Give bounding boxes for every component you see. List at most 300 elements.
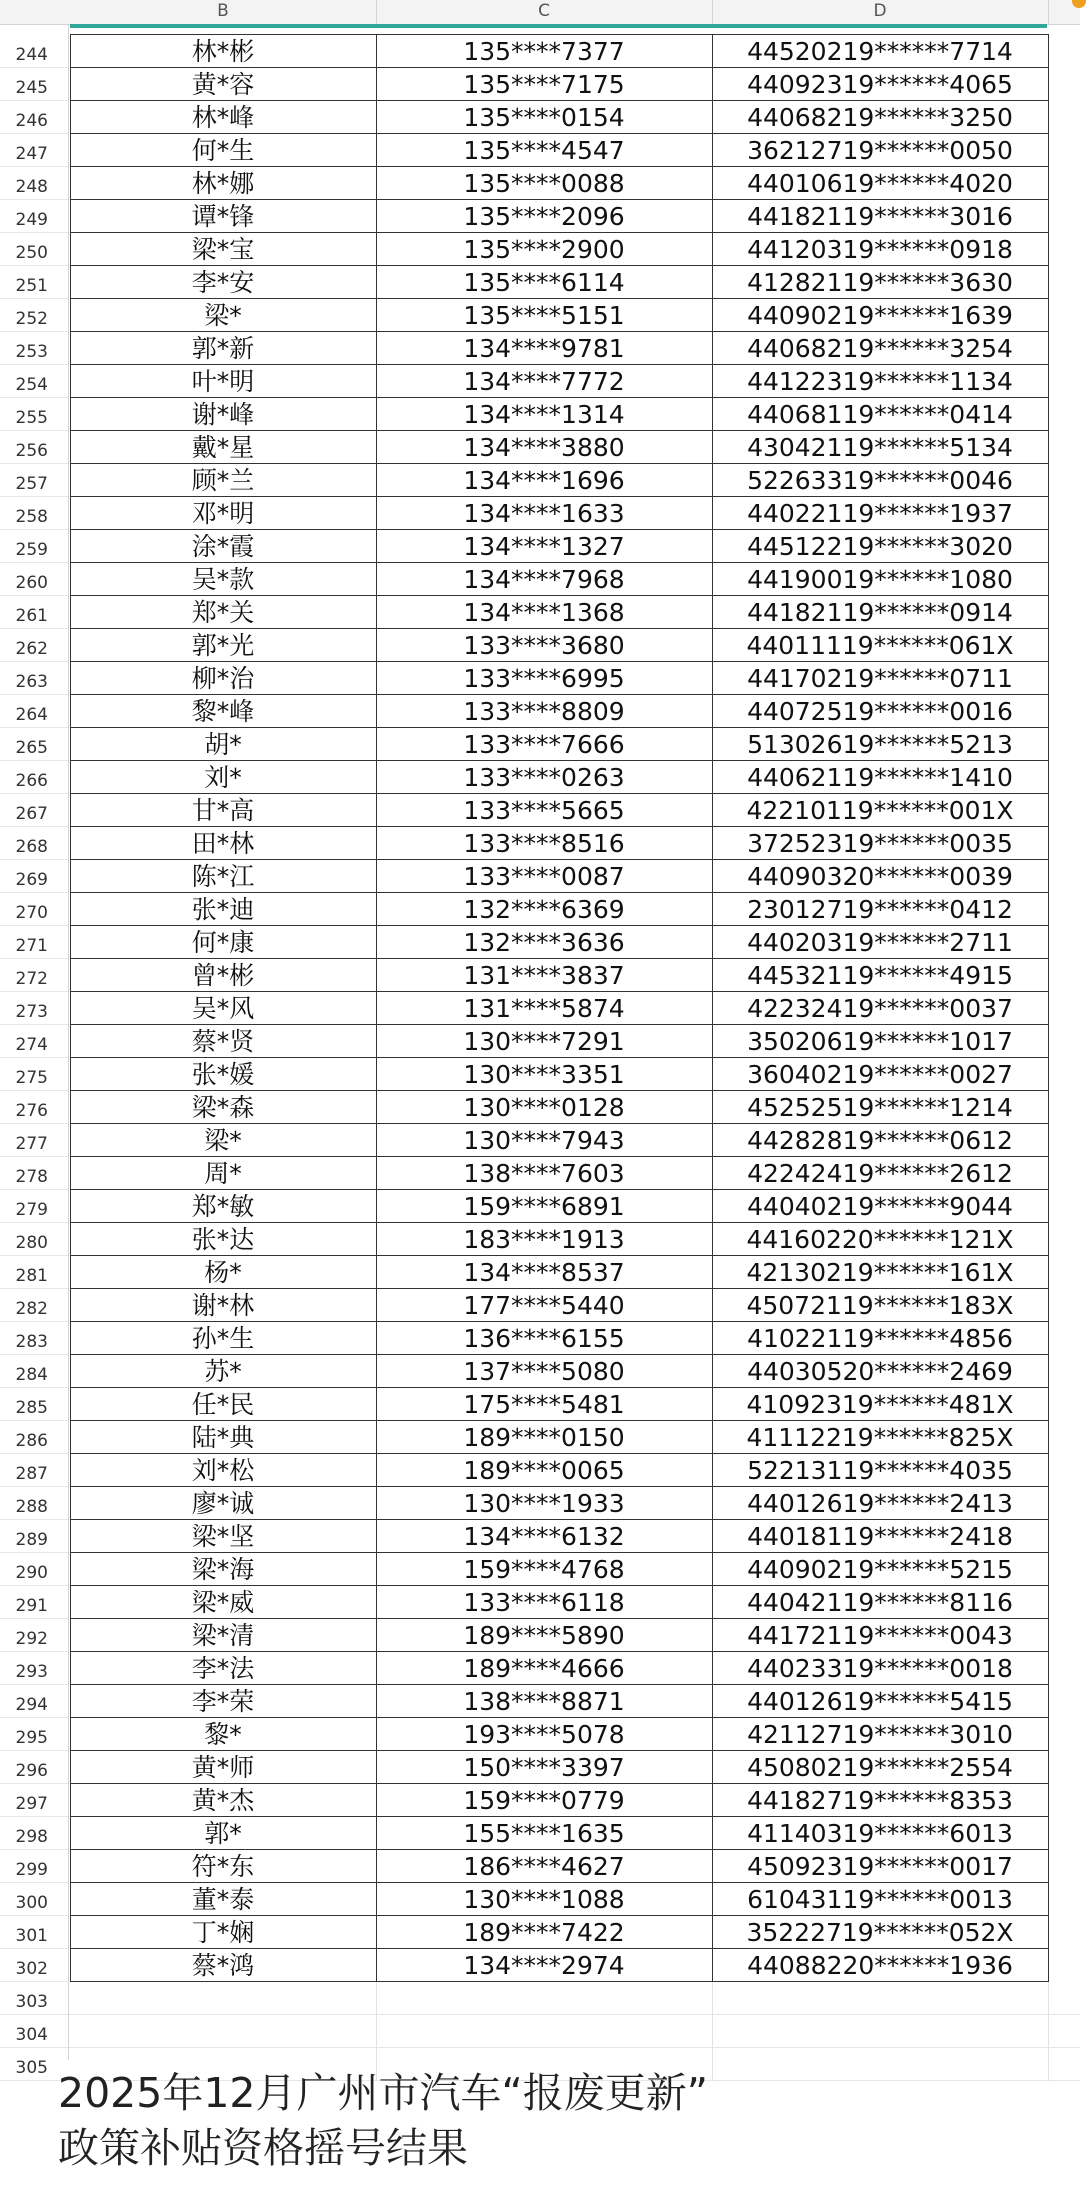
table-row[interactable] xyxy=(0,1916,1080,1949)
id-number-cell[interactable]: 23012719******0412 xyxy=(747,895,1013,924)
id-number-cell[interactable]: 44023319******0018 xyxy=(747,1654,1013,1683)
name-cell[interactable]: 叶*明 xyxy=(191,367,255,396)
phone-cell[interactable]: 137****5080 xyxy=(463,1357,625,1386)
phone-cell[interactable]: 159****4768 xyxy=(463,1555,625,1584)
name-cell[interactable]: 谢*峰 xyxy=(191,400,255,429)
column-header-d[interactable]: D xyxy=(873,1,887,21)
phone-cell[interactable]: 134****1696 xyxy=(463,466,625,495)
row-number[interactable]: 290 xyxy=(0,1553,68,1586)
row-number[interactable]: 264 xyxy=(0,695,68,728)
row-number[interactable]: 292 xyxy=(0,1619,68,1652)
column-header-c[interactable]: C xyxy=(538,1,550,21)
phone-cell[interactable]: 135****2096 xyxy=(463,202,625,231)
row-number[interactable]: 275 xyxy=(0,1058,68,1091)
phone-cell[interactable]: 189****0150 xyxy=(463,1423,625,1452)
row-number[interactable]: 266 xyxy=(0,761,68,794)
name-cell[interactable]: 何*生 xyxy=(191,136,255,165)
phone-cell[interactable]: 138****8871 xyxy=(463,1687,625,1716)
row-number[interactable]: 305 xyxy=(0,2048,68,2081)
id-number-cell[interactable]: 44160220******121X xyxy=(746,1225,1014,1254)
id-number-cell[interactable]: 43042119******5134 xyxy=(747,433,1013,462)
row-number[interactable]: 270 xyxy=(0,893,68,926)
phone-cell[interactable]: 134****6132 xyxy=(463,1522,625,1551)
id-number-cell[interactable]: 44090320******0039 xyxy=(747,862,1013,891)
row-number[interactable]: 252 xyxy=(0,299,68,332)
row-number[interactable]: 285 xyxy=(0,1388,68,1421)
table-row[interactable] xyxy=(0,1619,1080,1652)
phone-cell[interactable]: 133****5665 xyxy=(463,796,625,825)
phone-cell[interactable]: 134****2974 xyxy=(463,1951,625,1980)
table-row[interactable] xyxy=(0,629,1080,662)
name-cell[interactable]: 黄*师 xyxy=(191,1753,255,1782)
id-number-cell[interactable]: 44170219******0711 xyxy=(747,664,1013,693)
row-number[interactable]: 249 xyxy=(0,200,68,233)
name-cell[interactable]: 梁* xyxy=(204,1126,242,1155)
name-cell[interactable]: 刘*松 xyxy=(191,1456,255,1485)
name-cell[interactable]: 郭* xyxy=(204,1819,242,1848)
row-number[interactable]: 277 xyxy=(0,1124,68,1157)
name-cell[interactable]: 张*迪 xyxy=(191,895,255,924)
phone-cell[interactable]: 193****5078 xyxy=(463,1720,625,1749)
row-number[interactable]: 254 xyxy=(0,365,68,398)
phone-cell[interactable]: 189****0065 xyxy=(463,1456,625,1485)
phone-cell[interactable]: 130****1933 xyxy=(463,1489,625,1518)
table-row[interactable] xyxy=(0,1322,1080,1355)
id-number-cell[interactable]: 44172119******0043 xyxy=(747,1621,1013,1650)
phone-cell[interactable]: 189****4666 xyxy=(463,1654,625,1683)
id-number-cell[interactable]: 41140319******6013 xyxy=(747,1819,1013,1848)
id-number-cell[interactable]: 44072519******0016 xyxy=(747,697,1013,726)
table-row[interactable] xyxy=(0,1289,1080,1322)
table-row[interactable] xyxy=(0,332,1080,365)
table-row[interactable] xyxy=(0,893,1080,926)
phone-cell[interactable]: 135****0154 xyxy=(463,103,625,132)
table-row[interactable] xyxy=(0,1883,1080,1916)
name-cell[interactable]: 丁*娴 xyxy=(191,1918,255,1947)
table-row[interactable] xyxy=(0,1487,1080,1520)
table-row[interactable] xyxy=(0,662,1080,695)
id-number-cell[interactable]: 44030520******2469 xyxy=(747,1357,1013,1386)
row-number[interactable]: 291 xyxy=(0,1586,68,1619)
column-divider[interactable] xyxy=(1048,0,1049,24)
name-cell[interactable]: 梁* xyxy=(204,301,242,330)
name-cell[interactable]: 黄*杰 xyxy=(191,1786,255,1815)
table-row[interactable] xyxy=(0,1553,1080,1586)
phone-cell[interactable]: 134****1327 xyxy=(463,532,625,561)
table-row[interactable] xyxy=(0,794,1080,827)
name-cell[interactable]: 李*安 xyxy=(191,268,255,297)
table-row[interactable] xyxy=(0,464,1080,497)
id-number-cell[interactable]: 44520219******7714 xyxy=(747,37,1013,66)
row-number[interactable]: 271 xyxy=(0,926,68,959)
id-number-cell[interactable]: 44120319******0918 xyxy=(747,235,1013,264)
row-number[interactable]: 256 xyxy=(0,431,68,464)
table-row[interactable] xyxy=(0,1124,1080,1157)
name-cell[interactable]: 符*东 xyxy=(191,1852,255,1881)
name-cell[interactable]: 林*彬 xyxy=(191,37,255,66)
name-cell[interactable]: 涂*霞 xyxy=(191,532,255,561)
name-cell[interactable]: 郭*新 xyxy=(191,334,255,363)
name-cell[interactable]: 李*荣 xyxy=(191,1687,255,1716)
name-cell[interactable]: 吴*款 xyxy=(191,565,255,594)
name-cell[interactable]: 黄*容 xyxy=(191,70,255,99)
table-row[interactable] xyxy=(0,1454,1080,1487)
row-number[interactable]: 244 xyxy=(0,35,68,68)
id-number-cell[interactable]: 44092319******4065 xyxy=(747,70,1013,99)
phone-cell[interactable]: 135****5151 xyxy=(463,301,625,330)
phone-cell[interactable]: 155****1635 xyxy=(463,1819,625,1848)
id-number-cell[interactable]: 37252319******0035 xyxy=(747,829,1013,858)
row-number[interactable]: 288 xyxy=(0,1487,68,1520)
phone-cell[interactable]: 175****5481 xyxy=(463,1390,625,1419)
id-number-cell[interactable]: 35222719******052X xyxy=(746,1918,1014,1947)
column-header-b[interactable]: B xyxy=(217,1,229,21)
table-row[interactable] xyxy=(0,1751,1080,1784)
phone-cell[interactable]: 177****5440 xyxy=(463,1291,625,1320)
row-number[interactable]: 261 xyxy=(0,596,68,629)
name-cell[interactable]: 张*媛 xyxy=(191,1060,255,1089)
phone-cell[interactable]: 134****7772 xyxy=(463,367,625,396)
table-row[interactable] xyxy=(0,266,1080,299)
name-cell[interactable]: 林*峰 xyxy=(191,103,255,132)
id-number-cell[interactable]: 44090219******1639 xyxy=(747,301,1013,330)
id-number-cell[interactable]: 44012619******2413 xyxy=(747,1489,1013,1518)
table-row[interactable] xyxy=(0,695,1080,728)
row-number[interactable]: 273 xyxy=(0,992,68,1025)
table-row[interactable] xyxy=(0,959,1080,992)
phone-cell[interactable]: 133****0263 xyxy=(463,763,625,792)
id-number-cell[interactable]: 44011119******061X xyxy=(746,631,1014,660)
name-cell[interactable]: 周* xyxy=(204,1159,242,1188)
row-number[interactable]: 267 xyxy=(0,794,68,827)
phone-cell[interactable]: 134****3880 xyxy=(463,433,625,462)
row-number[interactable]: 274 xyxy=(0,1025,68,1058)
id-number-cell[interactable]: 45072119******183X xyxy=(746,1291,1014,1320)
phone-cell[interactable]: 130****7943 xyxy=(463,1126,625,1155)
name-cell[interactable]: 陆*典 xyxy=(191,1423,255,1452)
id-number-cell[interactable]: 44012619******5415 xyxy=(747,1687,1013,1716)
row-number[interactable]: 300 xyxy=(0,1883,68,1916)
name-cell[interactable]: 郭*光 xyxy=(191,631,255,660)
table-row[interactable] xyxy=(0,1025,1080,1058)
phone-cell[interactable]: 130****0128 xyxy=(463,1093,625,1122)
phone-cell[interactable]: 135****2900 xyxy=(463,235,625,264)
table-row[interactable] xyxy=(0,992,1080,1025)
id-number-cell[interactable]: 52263319******0046 xyxy=(747,466,1013,495)
name-cell[interactable]: 林*娜 xyxy=(191,169,255,198)
row-number[interactable]: 304 xyxy=(0,2015,68,2048)
table-row[interactable] xyxy=(0,860,1080,893)
name-cell[interactable]: 吴*风 xyxy=(191,994,255,1023)
name-cell[interactable]: 顾*兰 xyxy=(191,466,255,495)
table-row[interactable] xyxy=(0,926,1080,959)
id-number-cell[interactable]: 42242419******2612 xyxy=(747,1159,1013,1188)
phone-cell[interactable]: 135****6114 xyxy=(463,268,625,297)
name-cell[interactable]: 谢*林 xyxy=(191,1291,255,1320)
name-cell[interactable]: 田*林 xyxy=(191,829,255,858)
name-cell[interactable]: 邓*明 xyxy=(191,499,255,528)
id-number-cell[interactable]: 44190019******1080 xyxy=(747,565,1013,594)
phone-cell[interactable]: 135****4547 xyxy=(463,136,625,165)
phone-cell[interactable]: 183****1913 xyxy=(463,1225,625,1254)
id-number-cell[interactable]: 44282819******0612 xyxy=(747,1126,1013,1155)
table-row[interactable] xyxy=(0,1718,1080,1751)
row-number[interactable]: 281 xyxy=(0,1256,68,1289)
name-cell[interactable]: 杨* xyxy=(204,1258,242,1287)
id-number-cell[interactable]: 44040219******9044 xyxy=(747,1192,1013,1221)
row-number[interactable]: 262 xyxy=(0,629,68,662)
table-row[interactable] xyxy=(0,728,1080,761)
row-number[interactable]: 248 xyxy=(0,167,68,200)
row-number[interactable]: 246 xyxy=(0,101,68,134)
row-number[interactable]: 296 xyxy=(0,1751,68,1784)
table-row[interactable] xyxy=(0,1850,1080,1883)
name-cell[interactable]: 梁*威 xyxy=(191,1588,255,1617)
table-row[interactable] xyxy=(0,827,1080,860)
row-number[interactable]: 280 xyxy=(0,1223,68,1256)
id-number-cell[interactable]: 42210119******001X xyxy=(746,796,1014,825)
table-row[interactable] xyxy=(0,1520,1080,1553)
row-number[interactable]: 272 xyxy=(0,959,68,992)
name-cell[interactable]: 张*达 xyxy=(191,1225,255,1254)
phone-cell[interactable]: 133****8516 xyxy=(463,829,625,858)
name-cell[interactable]: 梁*清 xyxy=(191,1621,255,1650)
table-row[interactable] xyxy=(0,761,1080,794)
name-cell[interactable]: 梁*森 xyxy=(191,1093,255,1122)
name-cell[interactable]: 梁*宝 xyxy=(191,235,255,264)
table-row[interactable] xyxy=(0,1190,1080,1223)
row-number[interactable]: 302 xyxy=(0,1949,68,1982)
phone-cell[interactable]: 135****7377 xyxy=(463,37,625,66)
row-number[interactable]: 286 xyxy=(0,1421,68,1454)
name-cell[interactable]: 何*康 xyxy=(191,928,255,957)
id-number-cell[interactable]: 44068219******3254 xyxy=(747,334,1013,363)
table-row[interactable] xyxy=(0,596,1080,629)
row-number[interactable]: 276 xyxy=(0,1091,68,1124)
name-cell[interactable]: 谭*锋 xyxy=(191,202,255,231)
name-cell[interactable]: 黎*峰 xyxy=(191,697,255,726)
row-number[interactable]: 259 xyxy=(0,530,68,563)
table-row[interactable] xyxy=(0,1091,1080,1124)
id-number-cell[interactable]: 44042119******8116 xyxy=(747,1588,1013,1617)
table-row[interactable] xyxy=(0,365,1080,398)
table-row[interactable] xyxy=(0,398,1080,431)
row-number[interactable]: 287 xyxy=(0,1454,68,1487)
phone-cell[interactable]: 134****8537 xyxy=(463,1258,625,1287)
id-number-cell[interactable]: 44018119******2418 xyxy=(747,1522,1013,1551)
phone-cell[interactable]: 136****6155 xyxy=(463,1324,625,1353)
phone-cell[interactable]: 132****3636 xyxy=(463,928,625,957)
row-number[interactable]: 257 xyxy=(0,464,68,497)
row-number[interactable]: 298 xyxy=(0,1817,68,1850)
phone-cell[interactable]: 134****1633 xyxy=(463,499,625,528)
phone-cell[interactable]: 134****9781 xyxy=(463,334,625,363)
id-number-cell[interactable]: 41092319******481X xyxy=(746,1390,1014,1419)
id-number-cell[interactable]: 42232419******0037 xyxy=(747,994,1013,1023)
name-cell[interactable]: 苏* xyxy=(204,1357,242,1386)
phone-cell[interactable]: 134****1368 xyxy=(463,598,625,627)
row-number[interactable]: 283 xyxy=(0,1322,68,1355)
id-number-cell[interactable]: 44182119******3016 xyxy=(747,202,1013,231)
id-number-cell[interactable]: 44182119******0914 xyxy=(747,598,1013,627)
table-row[interactable] xyxy=(0,1223,1080,1256)
table-row[interactable] xyxy=(0,299,1080,332)
empty-row[interactable] xyxy=(0,1982,1080,2015)
id-number-cell[interactable]: 42130219******161X xyxy=(746,1258,1014,1287)
row-number[interactable]: 260 xyxy=(0,563,68,596)
table-row[interactable] xyxy=(0,1949,1080,1982)
id-number-cell[interactable]: 44068119******0414 xyxy=(747,400,1013,429)
id-number-cell[interactable]: 36212719******0050 xyxy=(747,136,1013,165)
name-cell[interactable]: 李*法 xyxy=(191,1654,255,1683)
table-row[interactable] xyxy=(0,1421,1080,1454)
id-number-cell[interactable]: 42112719******3010 xyxy=(747,1720,1013,1749)
table-row[interactable] xyxy=(0,1652,1080,1685)
name-cell[interactable]: 胡* xyxy=(204,730,242,759)
row-number[interactable]: 301 xyxy=(0,1916,68,1949)
id-number-cell[interactable]: 45092319******0017 xyxy=(747,1852,1013,1881)
phone-cell[interactable]: 186****4627 xyxy=(463,1852,625,1881)
phone-cell[interactable]: 131****5874 xyxy=(463,994,625,1023)
row-number[interactable]: 289 xyxy=(0,1520,68,1553)
table-row[interactable] xyxy=(0,1817,1080,1850)
id-number-cell[interactable]: 36040219******0027 xyxy=(747,1060,1013,1089)
id-number-cell[interactable]: 44532119******4915 xyxy=(747,961,1013,990)
phone-cell[interactable]: 189****7422 xyxy=(463,1918,625,1947)
row-number[interactable]: 245 xyxy=(0,68,68,101)
table-row[interactable] xyxy=(0,530,1080,563)
id-number-cell[interactable]: 44010619******4020 xyxy=(747,169,1013,198)
table-row[interactable] xyxy=(0,1685,1080,1718)
row-number[interactable]: 282 xyxy=(0,1289,68,1322)
name-cell[interactable]: 戴*星 xyxy=(191,433,255,462)
table-row[interactable] xyxy=(0,167,1080,200)
table-row[interactable] xyxy=(0,431,1080,464)
row-number[interactable]: 293 xyxy=(0,1652,68,1685)
phone-cell[interactable]: 130****3351 xyxy=(463,1060,625,1089)
table-row[interactable] xyxy=(0,1586,1080,1619)
id-number-cell[interactable]: 51302619******5213 xyxy=(747,730,1013,759)
row-number[interactable]: 278 xyxy=(0,1157,68,1190)
table-row[interactable] xyxy=(0,497,1080,530)
name-cell[interactable]: 蔡*鸿 xyxy=(191,1951,255,1980)
row-number[interactable]: 258 xyxy=(0,497,68,530)
table-row[interactable] xyxy=(0,1058,1080,1091)
row-number[interactable]: 250 xyxy=(0,233,68,266)
phone-cell[interactable]: 135****0088 xyxy=(463,169,625,198)
row-number[interactable]: 255 xyxy=(0,398,68,431)
id-number-cell[interactable]: 45252519******1214 xyxy=(747,1093,1013,1122)
row-number[interactable]: 294 xyxy=(0,1685,68,1718)
id-number-cell[interactable]: 44512219******3020 xyxy=(747,532,1013,561)
table-row[interactable] xyxy=(0,1256,1080,1289)
name-cell[interactable]: 黎* xyxy=(204,1720,242,1749)
row-number[interactable]: 295 xyxy=(0,1718,68,1751)
row-number[interactable]: 299 xyxy=(0,1850,68,1883)
phone-cell[interactable]: 133****6995 xyxy=(463,664,625,693)
row-number[interactable]: 269 xyxy=(0,860,68,893)
id-number-cell[interactable]: 52213119******4035 xyxy=(747,1456,1013,1485)
table-row[interactable] xyxy=(0,101,1080,134)
id-number-cell[interactable]: 44088220******1936 xyxy=(747,1951,1013,1980)
id-number-cell[interactable]: 44122319******1134 xyxy=(747,367,1013,396)
phone-cell[interactable]: 130****1088 xyxy=(463,1885,625,1914)
row-number[interactable]: 263 xyxy=(0,662,68,695)
id-number-cell[interactable]: 41022119******4856 xyxy=(747,1324,1013,1353)
name-cell[interactable]: 董*泰 xyxy=(191,1885,255,1914)
name-cell[interactable]: 廖*诚 xyxy=(191,1489,255,1518)
phone-cell[interactable]: 133****3680 xyxy=(463,631,625,660)
name-cell[interactable]: 任*民 xyxy=(191,1390,255,1419)
id-number-cell[interactable]: 44022119******1937 xyxy=(747,499,1013,528)
row-number[interactable]: 268 xyxy=(0,827,68,860)
name-cell[interactable]: 梁*坚 xyxy=(191,1522,255,1551)
phone-cell[interactable]: 133****8809 xyxy=(463,697,625,726)
phone-cell[interactable]: 150****3397 xyxy=(463,1753,625,1782)
name-cell[interactable]: 郑*敏 xyxy=(191,1192,255,1221)
row-number[interactable]: 251 xyxy=(0,266,68,299)
phone-cell[interactable]: 133****7666 xyxy=(463,730,625,759)
row-number[interactable]: 247 xyxy=(0,134,68,167)
id-number-cell[interactable]: 41282119******3630 xyxy=(747,268,1013,297)
phone-cell[interactable]: 134****1314 xyxy=(463,400,625,429)
name-cell[interactable]: 甘*高 xyxy=(191,796,255,825)
phone-cell[interactable]: 134****7968 xyxy=(463,565,625,594)
name-cell[interactable]: 陈*江 xyxy=(191,862,255,891)
name-cell[interactable]: 郑*关 xyxy=(191,598,255,627)
phone-cell[interactable]: 159****0779 xyxy=(463,1786,625,1815)
phone-cell[interactable]: 130****7291 xyxy=(463,1027,625,1056)
phone-cell[interactable]: 135****7175 xyxy=(463,70,625,99)
table-row[interactable] xyxy=(0,200,1080,233)
table-row[interactable] xyxy=(0,134,1080,167)
name-cell[interactable]: 蔡*贤 xyxy=(191,1027,255,1056)
id-number-cell[interactable]: 35020619******1017 xyxy=(747,1027,1013,1056)
select-all-corner[interactable] xyxy=(0,0,60,24)
id-number-cell[interactable]: 44182719******8353 xyxy=(747,1786,1013,1815)
table-row[interactable] xyxy=(0,35,1080,68)
id-number-cell[interactable]: 41112219******825X xyxy=(746,1423,1014,1452)
id-number-cell[interactable]: 44068219******3250 xyxy=(747,103,1013,132)
table-row[interactable] xyxy=(0,1388,1080,1421)
phone-cell[interactable]: 131****3837 xyxy=(463,961,625,990)
name-cell[interactable]: 柳*治 xyxy=(191,664,255,693)
table-row[interactable] xyxy=(0,68,1080,101)
row-number[interactable]: 253 xyxy=(0,332,68,365)
phone-cell[interactable]: 132****6369 xyxy=(463,895,625,924)
phone-cell[interactable]: 133****6118 xyxy=(463,1588,625,1617)
table-row[interactable] xyxy=(0,1355,1080,1388)
name-cell[interactable]: 梁*海 xyxy=(191,1555,255,1584)
phone-cell[interactable]: 138****7603 xyxy=(463,1159,625,1188)
name-cell[interactable]: 曾*彬 xyxy=(191,961,255,990)
name-cell[interactable]: 孙*生 xyxy=(191,1324,255,1353)
table-row[interactable] xyxy=(0,563,1080,596)
table-row[interactable] xyxy=(0,1157,1080,1190)
table-row[interactable] xyxy=(0,233,1080,266)
phone-cell[interactable]: 133****0087 xyxy=(463,862,625,891)
id-number-cell[interactable]: 44062119******1410 xyxy=(747,763,1013,792)
row-number[interactable]: 265 xyxy=(0,728,68,761)
row-number[interactable]: 303 xyxy=(0,1982,68,2015)
phone-cell[interactable]: 159****6891 xyxy=(463,1192,625,1221)
row-number[interactable]: 297 xyxy=(0,1784,68,1817)
id-number-cell[interactable]: 44090219******5215 xyxy=(747,1555,1013,1584)
id-number-cell[interactable]: 61043119******0013 xyxy=(747,1885,1013,1914)
id-number-cell[interactable]: 44020319******2711 xyxy=(747,928,1013,957)
row-number[interactable]: 284 xyxy=(0,1355,68,1388)
empty-row[interactable] xyxy=(0,2015,1080,2048)
